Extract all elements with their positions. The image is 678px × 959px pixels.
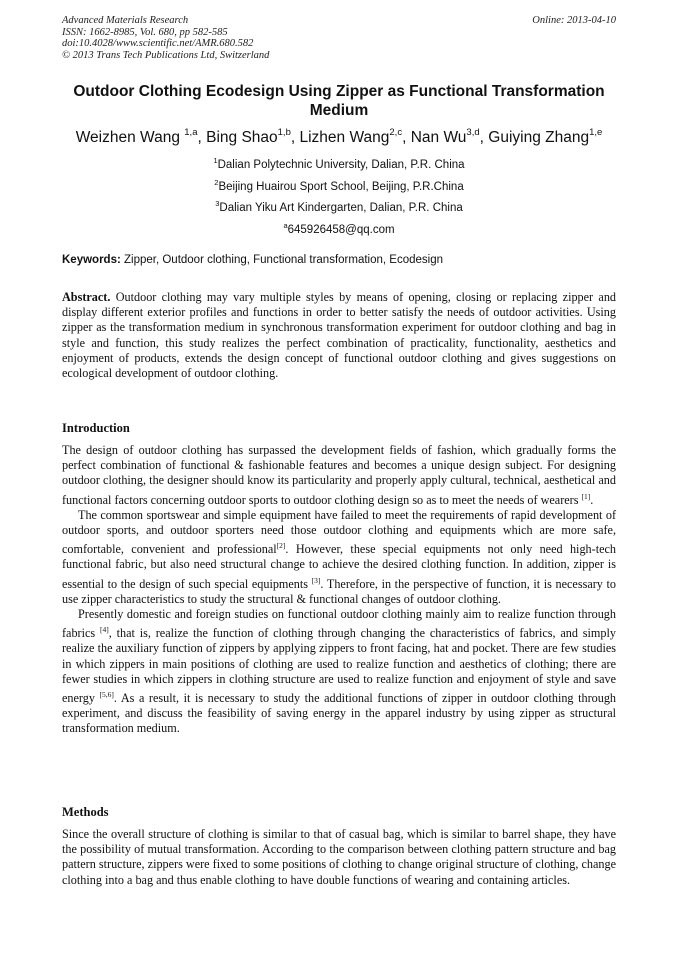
paragraph-text: . However, these special equipments not only need high-tech functional fabric, but also need structural change to achieve the desired clothing function. In addition, zipper is essential to the design of such special equipments [62, 542, 616, 591]
author-name: Lizhen Wang [299, 129, 390, 146]
affiliation-sup: 2 [214, 178, 219, 187]
author-sup: 2,c [389, 127, 403, 138]
affiliation-sup: 1 [213, 156, 218, 165]
affiliation [62, 156, 616, 171]
section-heading-introduction: Introduction [62, 421, 130, 435]
author-sup: 1,b [277, 127, 291, 138]
journal-copyright: © 2013 Trans Tech Publications Ltd, Switzerland [62, 49, 270, 61]
abstract-label: Abstract. [62, 290, 111, 304]
paragraph-text: , that is, realize the function of clothing through changing the characteristics of fabrics, and simply realize the auxiliary function of zippers by applying zippers to front facing, hat and pocket. There are few studies in which zippers in main positions of clothing are used to realize function and aesthetics of clothing; there are fewer studies in which zippers in clothing structure are used to realize function and enjoyment of style and save energy [62, 626, 616, 706]
paragraph-text: The design of outdoor clothing has surpassed the development fields of fashion, which gradually forms the perfect combination of functional & fashionable features and becomes a unique design subject. For designing outdoor clothing, the designer should know its particularity and properly apply cultural, technical, aesthetical and functional factors concerning outdoor sports to outdoor clothing design so as to meet the needs of wearers [62, 443, 616, 507]
abstract-text: Outdoor clothing may vary multiple styles by means of opening, closing or replacing zipper and display different exterior profiles and functions in order to better satisfy the needs of outdoor activities. Using zipper as the transformation medium in synchronous transformation experiment for outdoor clothing and bag in style and function, this study realizes the perfect combination of practicality, functionality, aesthetics and enjoyment of products, extends the design concept of functional outdoor clothing and gives suggestions on ecological development of outdoor clothing. [62, 290, 617, 381]
section-heading-methods: Methods [62, 805, 109, 819]
affiliation-text: Dalian Polytechnic University, Dalian, P.R. China [217, 159, 465, 171]
keywords-text: Zipper, Outdoor clothing, Functional transformation, Ecodesign [124, 254, 443, 266]
author-sup: 1,a [184, 127, 198, 138]
journal-name: Advanced Materials Research [62, 15, 189, 26]
author-name: Weizhen Wang [75, 129, 180, 146]
citation: [1] [581, 491, 591, 501]
citation: [3] [311, 575, 321, 585]
author-name: Guiying Zhang [488, 129, 590, 146]
author-name: Nan Wu [410, 129, 467, 146]
author-sup: 1,e [589, 127, 603, 138]
paragraph-text: . As a result, it is necessary to study the additional functions of zipper in outdoor clothing through experiment, and discuss the feasibility of saving energy in the apparel industry by using zipper as structural transformation medium. [62, 691, 617, 736]
paper-title: Outdoor Clothing Ecodesign Using Zipper as Functional Transformation Medium [73, 83, 605, 119]
citation: [4] [100, 625, 109, 635]
keywords-label: Keywords: [62, 254, 121, 266]
author-sup: 3,d [466, 127, 480, 138]
body-paragraph: The design of outdoor clothing has surpassed the development fields of fashion, which gradually forms the perfect combination of functional & fashionable features and becomes a unique design subject. For designing outdoor clothing, the designer should know its particularity and properly apply cultural, technical, aesthetical and functional factors concerning outdoor sports to outdoor clothing design so as to meet the needs of wearers [1]. [62, 443, 616, 507]
journal-doi: doi:10.4028/www.scientific.net/AMR.680.582 [62, 38, 254, 49]
keywords [62, 254, 616, 266]
affiliation-text: Dalian Yiku Art Kindergarten, Dalian, P.R. China [219, 202, 463, 214]
body-paragraph: Since the overall structure of clothing is similar to that of casual bag, which is similar to barrel shape, they have the possibility of mutual transformation. According to the comparison between clothing pattern structure and bag pattern structure, zippers were fixed to some positions of clothing to change original structure of clothing, change clothing into a bag and thus enable clothing to have double functions of wearing and containing articles. [62, 827, 616, 887]
body-paragraph [62, 508, 616, 607]
affiliation [62, 199, 616, 214]
email-sup: a [283, 221, 288, 230]
introduction-body [62, 443, 616, 737]
body-paragraph [62, 607, 616, 737]
abstract-paragraph [62, 290, 616, 381]
paragraph-text: The common sportswear and simple equipment have failed to meet the requirements of rapid development of outdoor sports, and outdoor sporters need those outdoor clothing and equipments which are more safe, comfortable, convenient and professional [62, 507, 616, 557]
email [62, 221, 616, 236]
journal-issn: ISSN: 1662-8985, Vol. 680, pp 582-585 [62, 26, 228, 38]
paragraph-text: Presently domestic and foreign studies on functional outdoor clothing mainly aim to realize function through fabrics [62, 607, 616, 641]
abstract [62, 290, 616, 381]
journal-header [62, 15, 616, 61]
online-date: Online: 2013-04-10 [532, 15, 616, 26]
paragraph-text: . Therefore, in the perspective of function, it is necessary to use zipper characteristics to study the structural & functional changes of outdoor clothing. [62, 576, 616, 606]
email-text: 645926458@qq.com [287, 224, 395, 236]
affiliation [62, 178, 616, 193]
affiliation-sup: 3 [215, 199, 220, 208]
affiliation-text: Beijing Huairou Sport School, Beijing, P.R.China [218, 181, 464, 193]
citation: [5,6] [99, 690, 114, 700]
author-name: Bing Shao [206, 129, 278, 146]
citation: [2] [276, 541, 286, 551]
methods-body [62, 827, 616, 888]
author-list: Weizhen Wang $^{1,a}$, Bing Shao$^{1,b}$, Lizhen Wang$^{2,c}$, Nan Wu$^{3,d}$, Guiying Zhang$^{1,e}$ [75, 127, 603, 146]
